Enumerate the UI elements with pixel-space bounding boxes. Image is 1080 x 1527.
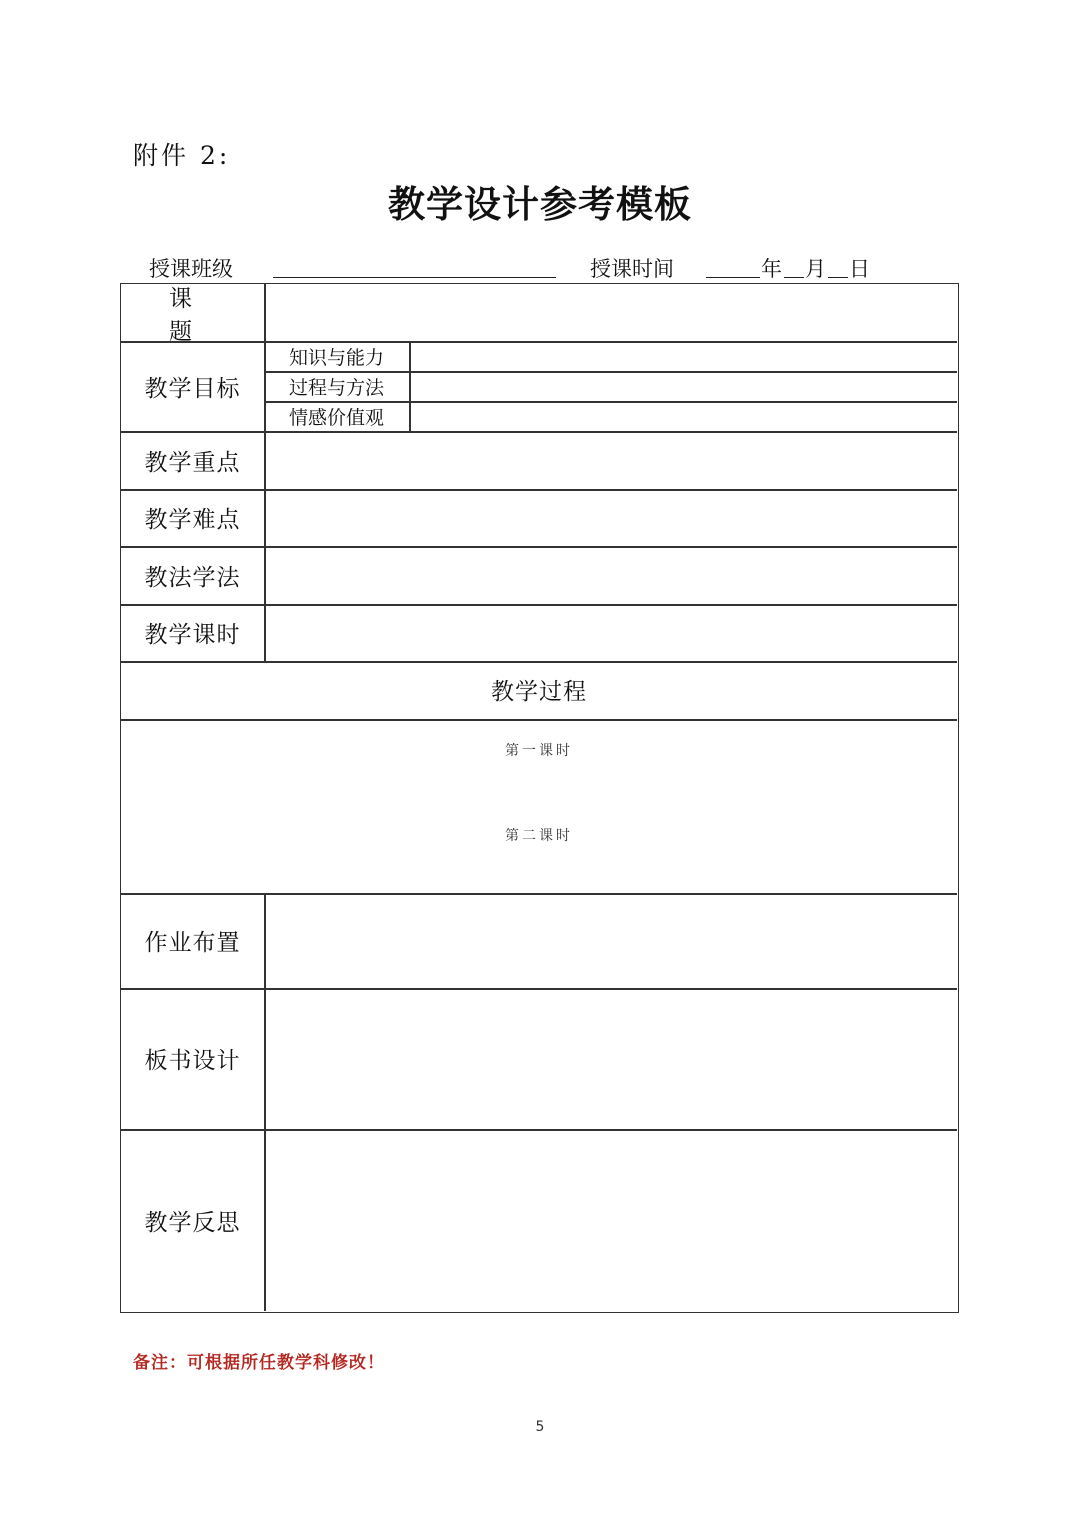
- column-divider: [409, 341, 411, 431]
- year-blank[interactable]: [706, 277, 760, 278]
- time-label: 授课时间: [590, 257, 674, 281]
- class-label: 授课班级: [149, 257, 233, 281]
- topic-label: [121, 284, 264, 345]
- homework-label: 作业布置: [144, 930, 241, 956]
- periods-label: 教学课时: [144, 622, 241, 648]
- column-divider: [264, 893, 266, 1311]
- objective-knowledge-label: 知识与能力: [288, 346, 384, 369]
- teaching-process-heading: 教学过程: [491, 679, 587, 705]
- objective-process-label: 过程与方法: [288, 376, 384, 399]
- attachment-label: 附件 2:: [133, 141, 231, 170]
- lesson-2-label: 第二课时: [505, 828, 573, 844]
- page-number: 5: [535, 1419, 545, 1435]
- footnote: 备注：可根据所任教学科修改！: [133, 1353, 385, 1373]
- methods-label: 教法学法: [144, 564, 241, 591]
- row-divider: [121, 719, 957, 721]
- day-blank[interactable]: [828, 277, 848, 278]
- objective-values-label: 情感价值观: [288, 406, 384, 429]
- key-points-label: 教学重点: [144, 449, 241, 476]
- reflection-label: 教学反思: [144, 1209, 241, 1236]
- objectives-label: 教学目标: [144, 375, 241, 402]
- lesson-plan-table: [120, 283, 959, 1313]
- day-label: 日: [849, 257, 870, 281]
- month-blank[interactable]: [784, 277, 804, 278]
- page-title: 教学设计参考模板: [388, 183, 692, 226]
- year-label: 年: [761, 257, 782, 281]
- lesson-1-label: 第一课时: [505, 743, 573, 759]
- topic-label-text: 课题: [169, 285, 240, 345]
- class-blank[interactable]: [273, 277, 556, 278]
- board-design-label: 板书设计: [144, 1048, 241, 1074]
- difficulties-label: 教学难点: [144, 507, 241, 533]
- month-label: 月: [805, 257, 826, 281]
